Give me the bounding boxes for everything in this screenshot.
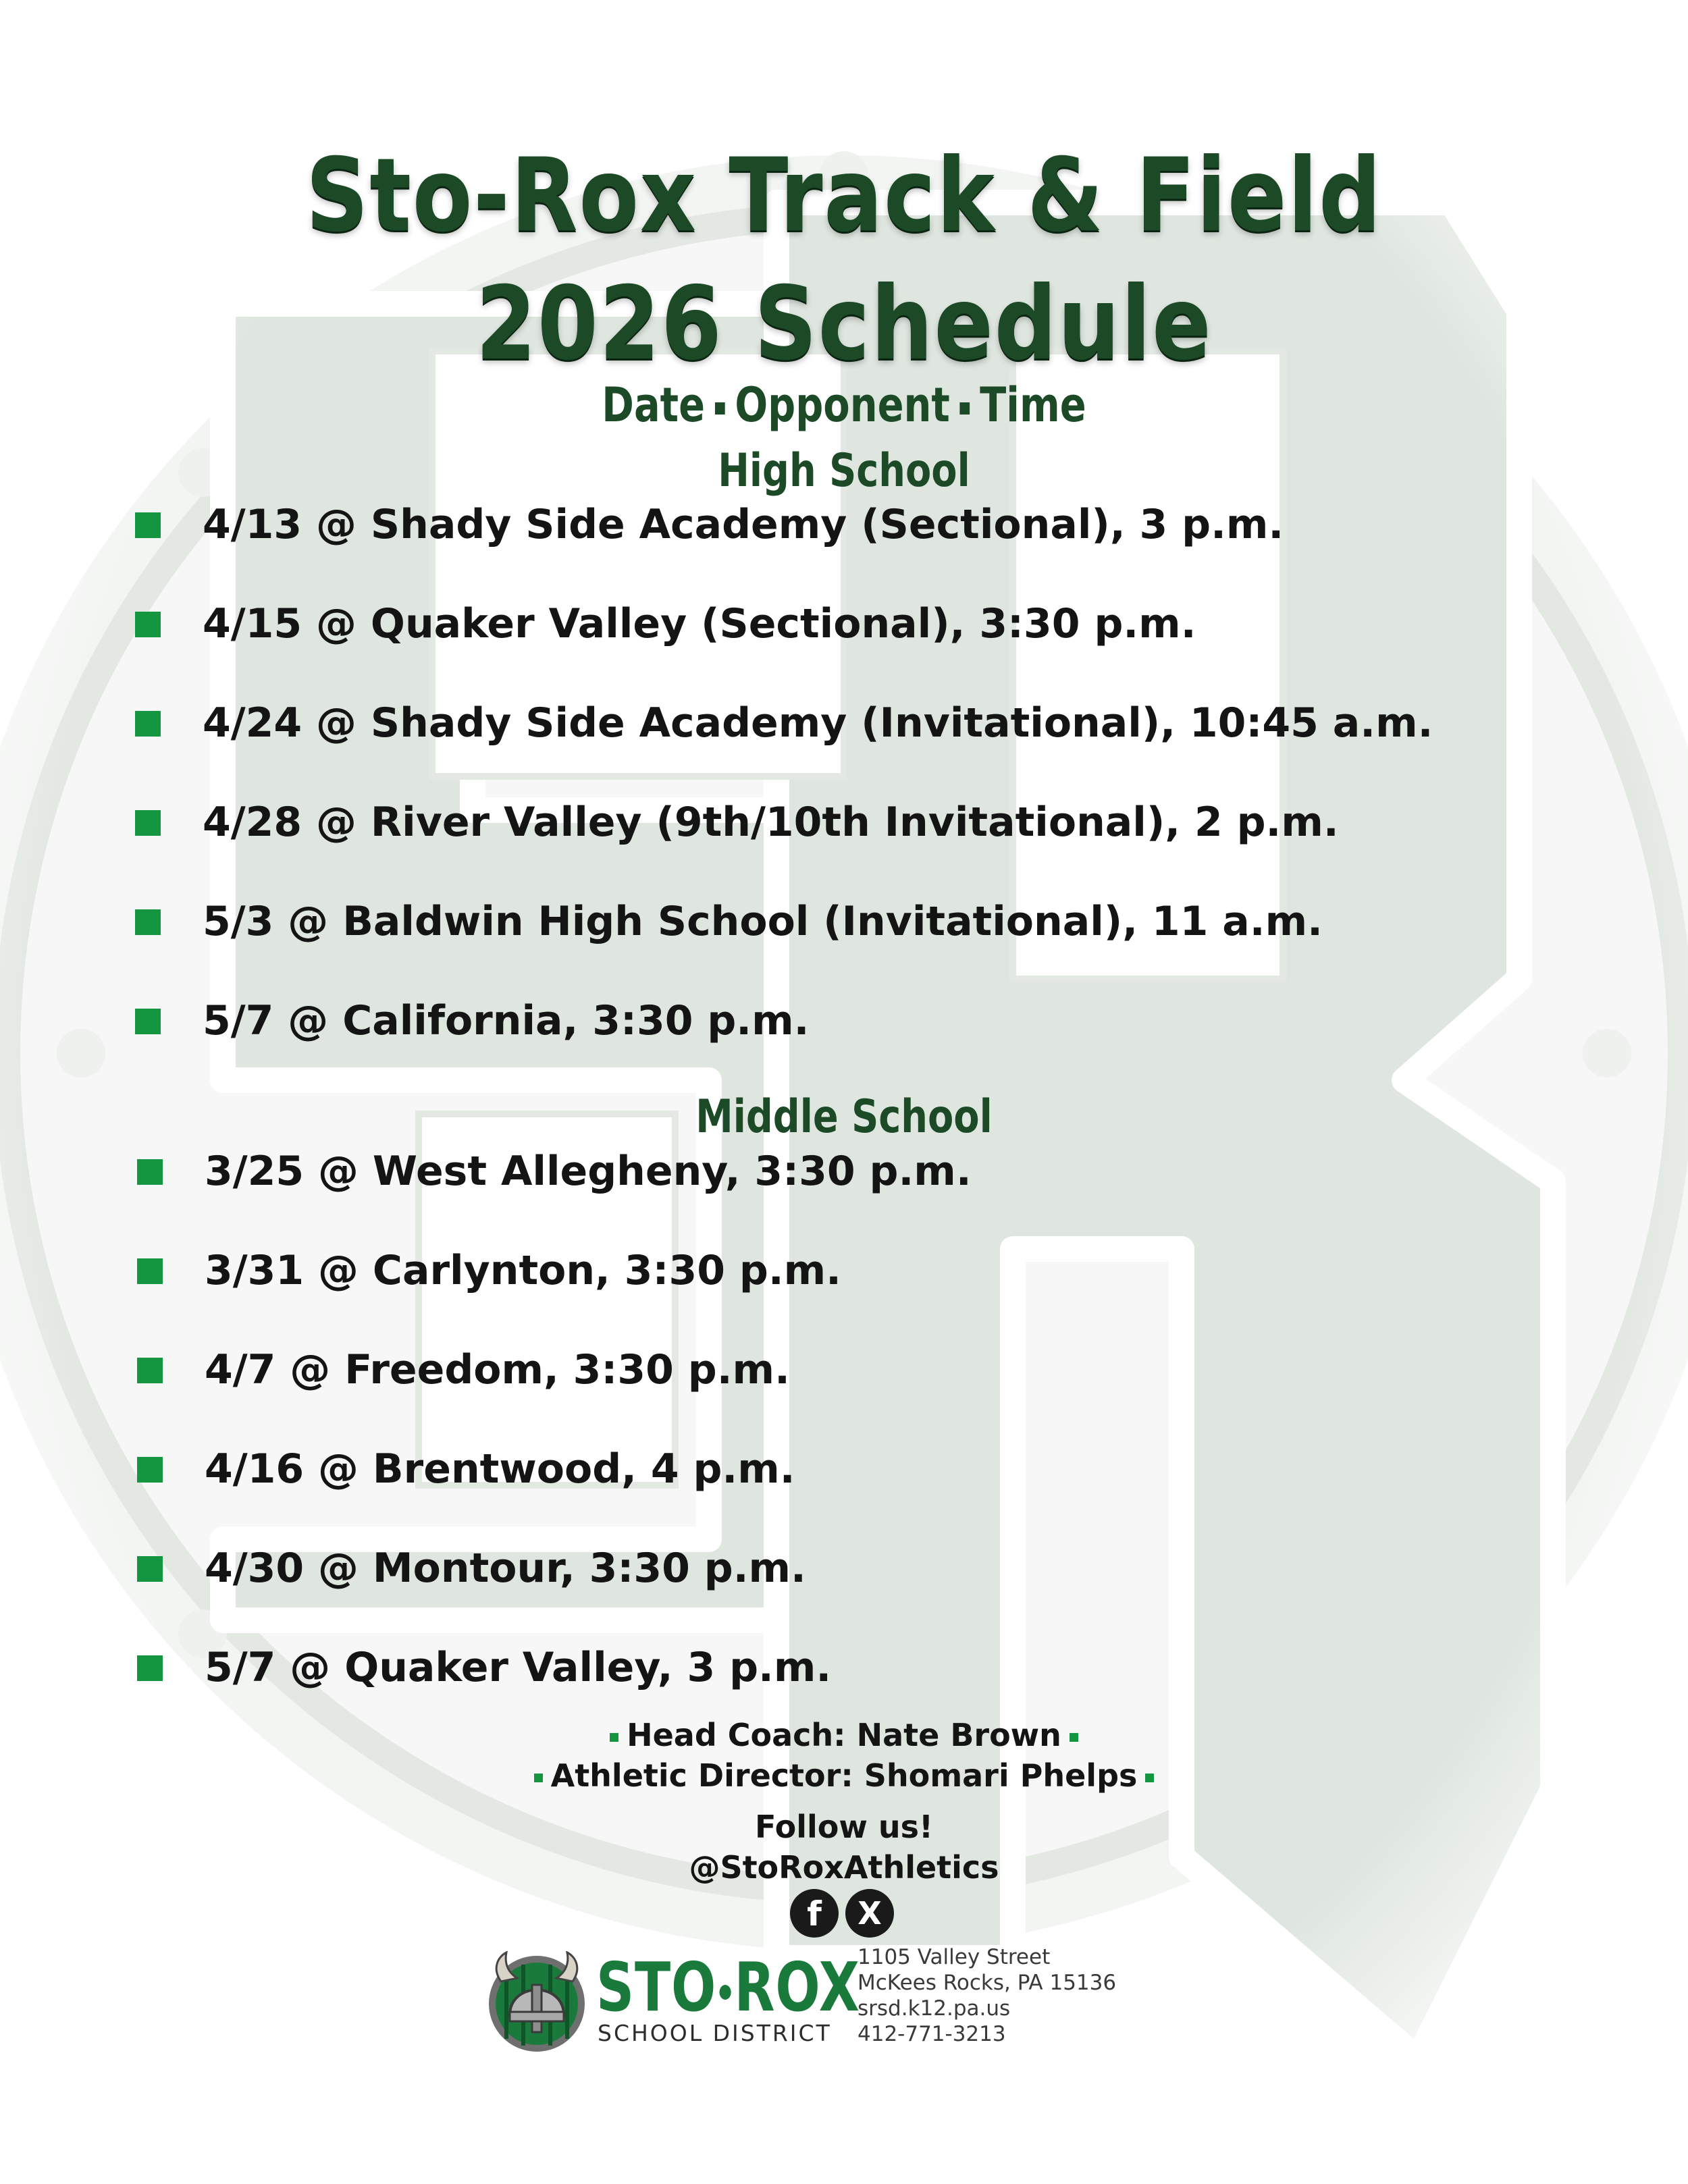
head-coach-text: Head Coach: Nate Brown: [627, 1717, 1061, 1753]
viking-helmet-logo-icon: [486, 1951, 587, 2052]
list-item: [0, 1441, 1688, 1540]
list-item: [0, 893, 1688, 992]
list-item: [0, 794, 1688, 893]
column-legend: [152, 378, 1536, 432]
list-item: [0, 695, 1688, 794]
social-icons: [790, 1889, 898, 1940]
legend-date: Date: [602, 377, 706, 433]
event-text: 4/7 @ Freedom, 3:30 p.m.: [205, 1346, 790, 1393]
event-text: 4/16 @ Brentwood, 4 p.m.: [205, 1445, 795, 1493]
address-website[interactable]: srsd.k12.pa.us: [858, 1996, 1011, 2021]
legend-separator: [960, 402, 970, 415]
event-text: 4/13 @ Shady Side Academy (Sectional), 3 p.m.: [203, 501, 1284, 548]
event-text: 3/31 @ Carlynton, 3:30 p.m.: [205, 1247, 841, 1294]
district-subtitle: SCHOOL DISTRICT: [598, 2020, 832, 2046]
address-city: McKees Rocks, PA 15136: [858, 1971, 1117, 1995]
x-icon[interactable]: X: [845, 1889, 894, 1938]
legend-separator: [715, 402, 725, 415]
bullet-square: [137, 1655, 163, 1681]
high-school-heading: High School: [718, 444, 970, 498]
list-item: [0, 1540, 1688, 1639]
social-handle[interactable]: @StoRoxAthletics: [689, 1849, 999, 1886]
list-item: [0, 1341, 1688, 1441]
bullet-square: [135, 711, 161, 737]
bullet-square: [135, 612, 161, 637]
list-item: [0, 496, 1688, 595]
middle-school-heading: Middle School: [695, 1090, 993, 1144]
bullet-square: [135, 512, 161, 538]
separator-dot: [610, 1733, 618, 1742]
event-text: 5/7 @ California, 3:30 p.m.: [203, 997, 810, 1044]
event-text: 4/30 @ Montour, 3:30 p.m.: [205, 1545, 806, 1592]
separator-dot: [534, 1774, 543, 1782]
event-text: 4/24 @ Shady Side Academy (Invitational), 10:45 a.m.: [203, 699, 1433, 747]
bullet-square: [137, 1457, 163, 1483]
separator-dot: [1145, 1774, 1154, 1782]
follow-us-text: Follow us!: [755, 1809, 933, 1845]
wordmark-sto: STO: [596, 1948, 717, 2027]
title-line-2: 2026 Schedule: [475, 265, 1213, 383]
athletic-director-text: Athletic Director: Shomari Phelps: [550, 1757, 1138, 1794]
bullet-square: [137, 1159, 163, 1185]
wordmark-dot: [720, 1985, 731, 2000]
district-wordmark: [596, 1948, 860, 2027]
list-item: [0, 1242, 1688, 1341]
head-coach-line: [0, 1715, 1688, 1755]
event-text: 4/28 @ River Valley (9th/10th Invitational), 2 p.m.: [203, 799, 1339, 846]
event-text: 4/15 @ Quaker Valley (Sectional), 3:30 p.m.: [203, 600, 1196, 647]
title-line-1: Sto-Rox Track & Field: [305, 137, 1383, 255]
district-footer: [486, 1944, 1161, 2059]
district-address: [858, 1944, 1116, 2047]
separator-dot: [1070, 1733, 1078, 1742]
wordmark-rox: ROX: [734, 1948, 860, 2027]
bullet-square: [137, 1358, 163, 1383]
bullet-square: [137, 1258, 163, 1284]
athletic-director-line: [0, 1756, 1688, 1795]
list-item: [0, 595, 1688, 695]
address-phone: 412-771-3213: [858, 2022, 1006, 2046]
bullet-square: [135, 909, 161, 935]
middle-school-schedule: [0, 1143, 1688, 1738]
facebook-icon[interactable]: f: [790, 1889, 839, 1938]
list-item: [0, 1143, 1688, 1242]
bullet-square: [135, 1009, 161, 1034]
list-item: [0, 992, 1688, 1092]
event-text: 3/25 @ West Allegheny, 3:30 p.m.: [205, 1148, 972, 1195]
bullet-square: [135, 810, 161, 836]
bullet-square: [137, 1556, 163, 1582]
high-school-schedule: [0, 496, 1688, 1092]
legend-opponent: Opponent: [735, 377, 950, 433]
legend-time: Time: [980, 377, 1086, 433]
event-text: 5/7 @ Quaker Valley, 3 p.m.: [205, 1644, 832, 1691]
event-text: 5/3 @ Baldwin High School (Invitational), 11 a.m.: [203, 898, 1323, 945]
address-street: 1105 Valley Street: [858, 1945, 1051, 1969]
